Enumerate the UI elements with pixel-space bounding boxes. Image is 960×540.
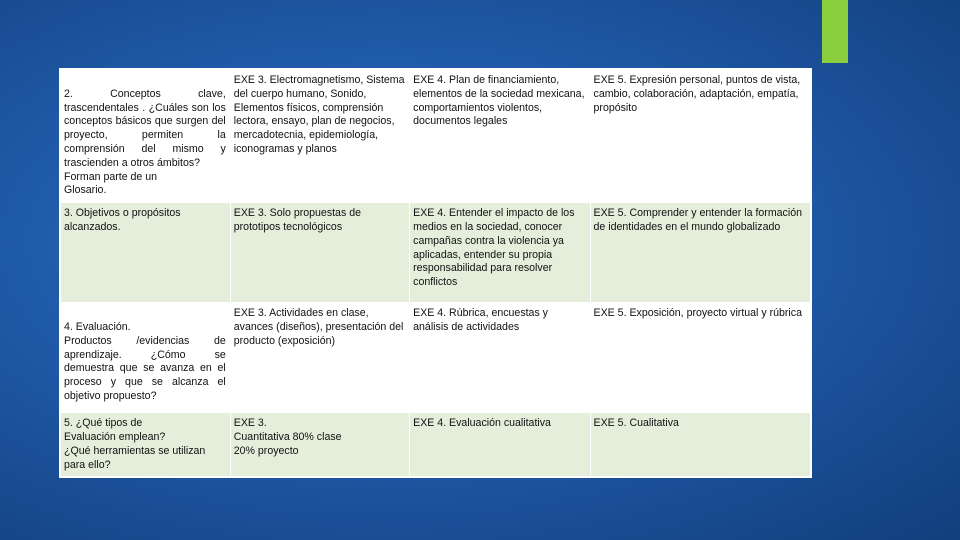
table-row	[60, 69, 811, 203]
table-cell	[590, 413, 811, 478]
cell-text: EXE 3. Electromagnetismo, Sistema del cuerpo humano, Sonido, Elementos físicos, comprensión lectora, ensayo, plan de negocios, mercadotecnia, epidemiología, iconogramas y planos	[233, 74, 405, 155]
table-cell	[590, 69, 811, 203]
cell-text: EXE 4. Rúbrica, encuestas y análisis de actividades	[413, 307, 548, 333]
cell-text: EXE 5. Cualitativa	[593, 417, 679, 430]
cell-text: EXE 4. Entender el impacto de los medios en la sociedad, conocer campañas contra la violencia ya aplicadas, entender su propia responsabilidad para resolver conflictos	[413, 207, 575, 289]
row-header-cell	[60, 413, 230, 478]
row-header-cell	[60, 203, 230, 303]
cell-text: EXE 3. Solo propuestas de prototipos tecnológicos	[233, 207, 361, 233]
cell-text: EXE 5. Expresión personal, puntos de vista, cambio, colaboración, adaptación, empatía, propósito	[593, 74, 801, 114]
table-row	[60, 413, 811, 478]
cell-text: EXE 5. Exposición, proyecto virtual y rúbrica	[593, 307, 802, 320]
criteria-table	[59, 68, 812, 478]
table-cell	[410, 203, 590, 303]
cell-text: EXE 4. Plan de financiamiento, elementos de la sociedad mexicana, comportamientos violentos, documentos legales	[413, 74, 585, 128]
cell-text: 4. Evaluación. Productos /evidencias de aprendizaje. ¿Cómo se demuestra que se avanza en el proceso y que se alcanza el objetivo propuesto?	[64, 320, 226, 402]
cell-text: EXE 3. Cuantitativa 80% clase 20% proyecto	[233, 417, 342, 457]
table-cell	[410, 303, 590, 413]
cell-text: EXE 3. Actividades en clase, avances (diseños), presentación del producto (exposición)	[233, 307, 404, 347]
cell-text: EXE 5. Comprender y entender la formación de identidades en el mundo globalizado	[593, 207, 802, 233]
cell-text: 3. Objetivos o propósitos alcanzados.	[64, 207, 181, 233]
table-cell	[410, 69, 590, 203]
table-cell	[230, 69, 409, 203]
cell-text: EXE 4. Evaluación cualitativa	[413, 417, 551, 430]
cell-text: 5. ¿Qué tipos de Evaluación emplean? ¿Qué herramientas se utilizan para ello?	[64, 417, 206, 471]
accent-bar	[822, 0, 848, 63]
table-cell	[590, 303, 811, 413]
cell-text: 2. Conceptos clave, trascendentales . ¿Cuáles son los conceptos básicos que surgen del proyecto, permiten la comprensión del mismo y trascienden a otros ámbitos? Forman parte de un Glosario.	[64, 87, 226, 197]
table-cell	[230, 303, 409, 413]
table-cell	[230, 413, 409, 478]
table-cell	[410, 413, 590, 478]
table-cell	[230, 203, 409, 303]
row-header-cell	[60, 69, 230, 203]
row-header-cell	[60, 303, 230, 413]
table-row	[60, 303, 811, 413]
table-cell	[590, 203, 811, 303]
table-row	[60, 203, 811, 303]
